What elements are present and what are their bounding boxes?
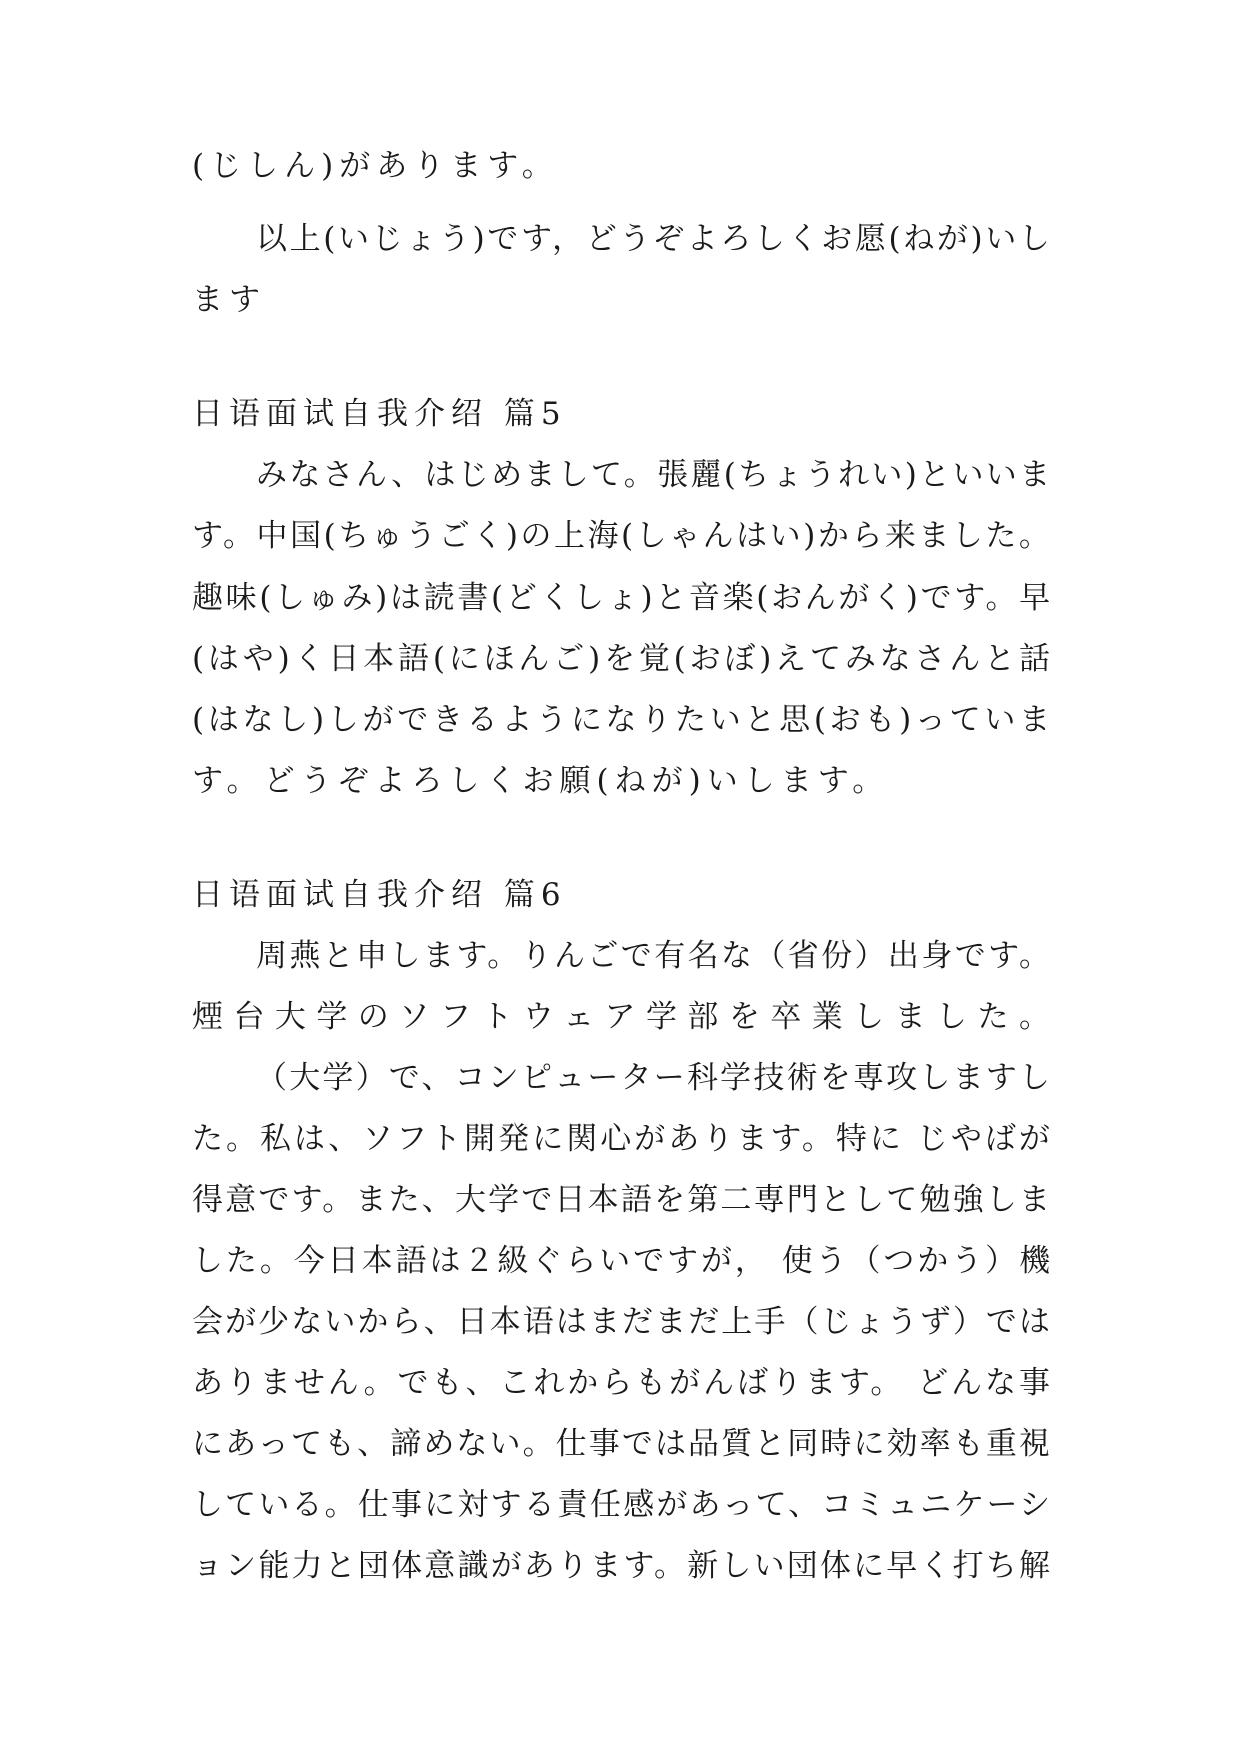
text-line xyxy=(0,1054,1241,1102)
text-line xyxy=(0,1359,1241,1407)
heading-text: 日语面试自我介绍 篇5 xyxy=(192,396,567,432)
text-line xyxy=(0,574,1241,622)
text-line xyxy=(0,1115,1241,1163)
text-line xyxy=(0,451,1241,499)
text-line xyxy=(0,276,1241,324)
line-text: ョン能力と団体意識があります。新しい団体に早く打ち解 xyxy=(192,1548,1053,1584)
line-text: す。中国(ちゅうごく)の上海(しゃんはい)から来ました。 xyxy=(192,518,1053,554)
text-line xyxy=(0,1298,1241,1346)
text-line xyxy=(0,757,1241,805)
line-text: 会が少ないから、日本语はまだまだ上手（じょうず）では xyxy=(192,1304,1053,1340)
line-text: 煙台大学のソフトウェア学部を卒業しました。 xyxy=(192,999,1061,1035)
line-text: している。仕事に対する責任感があって、コミュニケーシ xyxy=(192,1487,1053,1523)
text-line xyxy=(0,696,1241,744)
line-text: ます xyxy=(192,282,266,318)
line-text: (じしん)があります。 xyxy=(192,148,559,184)
text-line xyxy=(0,1176,1241,1224)
line-text: 趣味(しゅみ)は読書(どくしょ)と音楽(おんがく)です。早 xyxy=(192,580,1053,616)
text-line xyxy=(0,1420,1241,1468)
line-text: ありません。でも、これからもがんばります。 どんな事 xyxy=(192,1365,1053,1401)
line-text: した。今日本語は２級ぐらいですが， 使う（つかう）機 xyxy=(192,1243,1054,1279)
line-text: 得意です。また、大学で日本語を第二専門として勉強しま xyxy=(192,1182,1053,1218)
line-text: 以上(いじょう)です，どうぞよろしくお愿(ねが)いし xyxy=(256,221,1053,257)
text-line xyxy=(0,635,1241,683)
line-text: た。私は、ソフト開発に関心があります。特に じやばが xyxy=(192,1121,1053,1157)
line-text: (はなし)しができるようになりたいと思(おも)っていま xyxy=(192,702,1054,738)
heading-text: 日语面试自我介绍 篇6 xyxy=(192,877,567,913)
text-line xyxy=(0,215,1241,263)
text-line xyxy=(0,1481,1241,1529)
line-text: 周燕と申します。りんごで有名な（省份）出身です。 xyxy=(256,938,1053,974)
text-line xyxy=(0,1542,1241,1590)
text-line xyxy=(0,142,1241,190)
line-text: にあっても、諦めない。仕事では品質と同時に効率も重視 xyxy=(192,1426,1053,1462)
line-text: みなさん、はじめまして。張麗(ちょうれい)といいま xyxy=(256,457,1053,493)
line-text: (はや)く日本語(にほんご)を覚(おぼ)えてみなさんと話 xyxy=(192,641,1054,677)
text-line xyxy=(0,932,1241,980)
text-line xyxy=(0,1237,1241,1285)
section-heading xyxy=(0,390,1241,438)
line-text: す。どうぞよろしくお願(ねが)いします。 xyxy=(192,763,890,799)
line-text: （大学）で、コンピューター科学技術を専攻しますし xyxy=(256,1060,1053,1096)
section-heading xyxy=(0,871,1241,919)
text-line xyxy=(0,512,1241,560)
text-line xyxy=(0,993,1241,1041)
